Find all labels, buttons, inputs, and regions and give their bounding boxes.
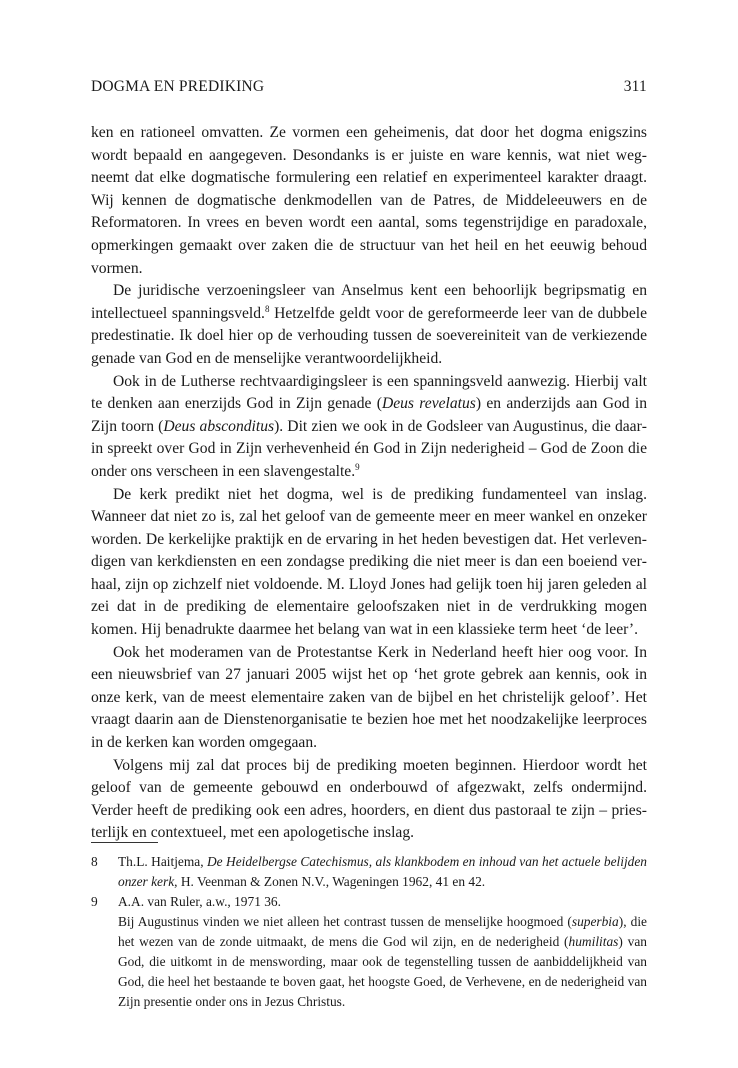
paragraph-3-text-a: Ook in de Lutherse rechtvaardigingsleer is een spanningsveld aanwezig. Hierbij valt te denken aan enerzijds God in Zijn genade ( — [91, 372, 647, 413]
footnote-8-number: 8 — [91, 854, 98, 869]
humilitas-term: humilitas — [568, 934, 619, 949]
superbia-term: superbia — [571, 914, 619, 929]
footnote-divider — [91, 842, 158, 843]
paragraph-2-text-a: De juridische verzoeningsleer van Anselmus kent een behoorlijk begripsmatig en intellectueel spanningsveld. — [91, 282, 647, 322]
footnote-8 — [91, 852, 647, 892]
footnote-ref-9[interactable]: 9 — [355, 461, 360, 472]
paragraph-2-text-b: Hetzelfde geldt voor de gereformeerde leer van de dubbele predestinatie. Ik doel hier op de verhouding tussen de soevereiniteit van de verkiezende genade van God en de menselijke verantwoordelijkheid. — [91, 304, 648, 367]
page-number: 311 — [623, 78, 647, 95]
footnote-9-text-a: Bij Augustinus vinden we niet alleen het contrast tussen de menselijke hoogmoed ( — [118, 914, 572, 929]
footnote-8-publisher: , H. Veenman & Zonen N.V., Wageningen 1962, 41 en 42. — [174, 874, 486, 889]
paragraph-1: ken en rationeel omvatten. Ze vormen een geheimenis, dat door het dogma enigszins wordt bepaald en aangegeven. Desondanks is er juiste en ware kennis, wat niet wegneemt dat elke dogmatische formulering een relatief en experimenteel karakter draagt. Wij kennen de dogmatische denkmodellen van de Patres, de Middeleeuwers en de Reformatoren. In vrees en beven wordt een aantal, soms tegenstrijdige en paradoxale, opmerkingen gemaakt over zaken die de structuur van het heil en het eeuwig behoud vormen. — [91, 124, 647, 277]
footnote-9-citation: A.A. van Ruler, a.w., 1971 36. — [118, 894, 281, 909]
footnote-8-text — [118, 852, 647, 892]
footnote-9-text — [118, 912, 647, 1012]
running-head — [91, 78, 647, 100]
footnote-9-text-c: ) van God, die uitkomt in de menswording, maar ook de tegenstelling tussen de aanbiddelijkheid van God, die heel het bestaande te boven gaat, het hoogste Goed, de Verhevene, en de nederigheid van Zijn presentie onder ons in Jezus Christus. — [118, 934, 647, 1009]
page — [91, 78, 647, 845]
body-text — [91, 122, 647, 845]
paragraph-3 — [91, 371, 647, 484]
footnote-9-text-b: ), die het wezen van de zonde uitmaakt, de mens die God wil zijn, en de nederigheid ( — [118, 914, 648, 949]
footnote-ref-8[interactable]: 8 — [264, 303, 270, 314]
paragraph-5: Ook het moderamen van de Protestantse Kerk in Nederland heeft hier oog voor. In een nieuwsbrief van 27 januari 2005 wijst het op ‘het grote gebrek aan kennis, ook in onze kerk, van de meest elementaire zaken van de bijbel en het christelijk geloof’. Het vraagt daarin aan de Dienstenorganisatie te bezien hoe met het noodzakelijke leerproces in de kerken kan worden omgegaan. — [91, 643, 647, 752]
footnotes — [91, 852, 647, 1012]
deus-absconditus-term: Deus absconditus — [163, 417, 275, 435]
footnote-9-body — [118, 892, 647, 1012]
footnote-9-number: 9 — [91, 894, 98, 909]
footnote-9 — [91, 892, 647, 1012]
paragraph-2 — [91, 280, 647, 370]
footnote-8-author: Th.L. Haitjema, — [118, 854, 207, 869]
paragraph-3-text-c: ). Dit zien we ook in de Godsleer van Augustinus, die daarin spreekt over God in Zijn verhevenheid én God in Zijn nederigheid – God de Zoon die onder ons verscheen in een slavengestalte. — [91, 417, 647, 480]
footnote-8-body — [118, 852, 647, 892]
paragraph-6: Volgens mij zal dat proces bij de prediking moeten beginnen. Hierdoor wordt het geloof van de gemeente gebouwd en onderbouwd of afgezwakt, zelfs ondermijnd. Verder heeft de prediking ook een adres, hoorders, en dient dus pastoraal te zijn – priesterlijk en contextueel, met een apologetische inslag. — [91, 756, 647, 842]
running-title: DOGMA EN PREDIKING — [91, 78, 265, 95]
paragraph-4: De kerk predikt niet het dogma, wel is de prediking fundamenteel van inslag. Wanneer dat niet zo is, zal het geloof van de gemeente meer en meer wankel en onzeker worden. De kerkelijke praktijk en de ervaring in het heden bevestigen dat. Het verlevendigen van kerkdiensten en een zondagse prediking die niet meer is dan een boeiend verhaal, zijn op zichzelf niet voldoende. M. Lloyd Jones had gelijk toen hij jaren geleden al zei dat in de prediking de elementaire geloofszaken niet in de verdrukking mogen komen. Hij benadrukte daarmee het belang van wat in een klassieke term heet ‘de leer’. — [91, 485, 647, 639]
footnote-8-book-title: De Heidelbergse Catechismus, als klankbodem en inhoud van het actuele belijden onzer kerk — [118, 854, 648, 889]
deus-revelatus-term: Deus revelatus — [381, 395, 476, 413]
paragraph-3-text-b: ) en anderzijds aan God in Zijn toorn ( — [91, 395, 647, 435]
